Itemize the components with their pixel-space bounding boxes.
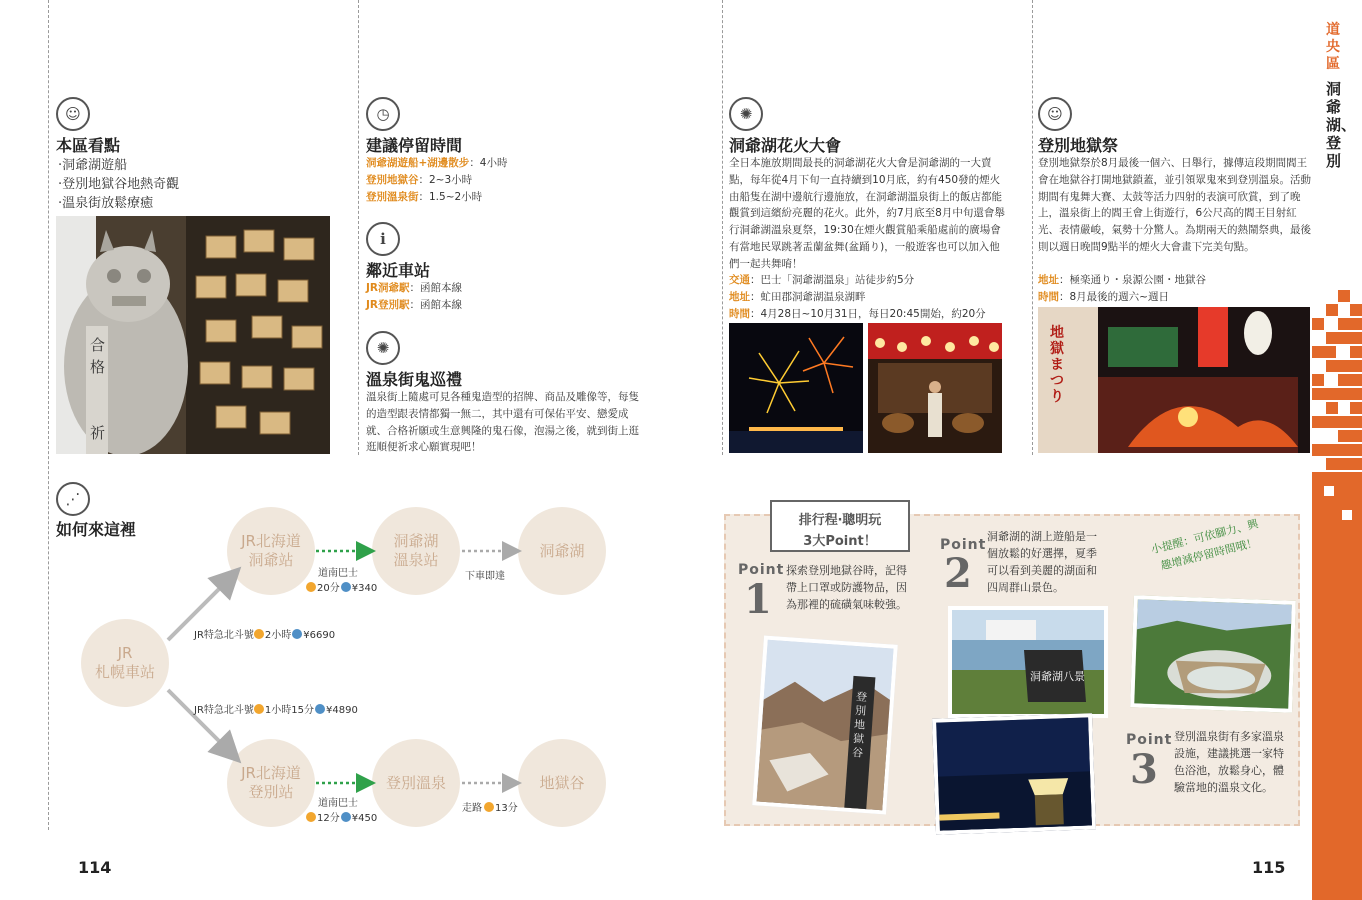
route-icon: ⋰	[56, 482, 90, 516]
point2-text: 洞爺湖的湖上遊船是一個放鬆的好選擇，夏季可以看到美麗的湖面和四周群山景色。	[987, 530, 1097, 594]
pillar-text: 登別地獄谷	[851, 690, 868, 760]
getoff-label: 下車即達	[465, 571, 505, 582]
side-tab	[1312, 0, 1362, 900]
festival-banner-text: 地獄まつり	[1050, 325, 1064, 405]
fare-icon	[341, 582, 351, 592]
hell-festival-photo	[1038, 307, 1310, 453]
time-icon	[306, 812, 316, 822]
attraction-item: ‧洞爺湖遊船	[58, 158, 128, 173]
time-icon	[484, 802, 494, 812]
bus2-label: 道南巴士	[318, 798, 358, 809]
clock-icon: ◷	[366, 97, 400, 131]
point-number: 3	[1130, 746, 1158, 793]
smile-icon: ☺	[1038, 97, 1072, 131]
station-row: JR洞爺駅：函館本線	[366, 282, 462, 294]
tips-header-line2: 3大Point！	[803, 534, 877, 549]
station-sapporo: JR 札幌車站	[81, 619, 169, 707]
station-noboribetsu-onsen: 登別溫泉	[372, 739, 460, 827]
walk-detail: 走路 13分	[462, 803, 518, 814]
station-title: 鄰近車站	[366, 261, 431, 280]
hell-festival-title: 登別地獄祭	[1038, 136, 1119, 155]
attraction-item: ‧溫泉街放鬆療癒	[58, 196, 154, 211]
sparkle-icon: ✺	[729, 97, 763, 131]
fireworks-info: 地址：虻田郡洞爺湖温泉湖畔	[729, 291, 866, 303]
summer-festival-photo	[868, 323, 1002, 453]
fare-icon	[341, 812, 351, 822]
express2-detail: JR特急北斗號 1小時15分 ¥4890	[194, 705, 358, 716]
tips-header	[770, 500, 910, 552]
statue-text: 合	[90, 336, 106, 354]
fireworks-text: 全日本施放期間最長的洞爺湖花火大會是洞爺湖的一大賣點，每年從4月下旬一直持續到10月底，約有450發的煙火由船隻在湖中邊航行邊施放，在洞爺湖溫泉街上的飯店都能觀賞到這繽紛亮麗的花火。此外，約7月底至8月中旬還會舉行洞爺湖溫泉夏祭，19:30在煙火觀賞船乘船處前的廣場會有當地民眾跳著盂蘭盆舞(盆踊り)，一般遊客也可以加入他們一起共舞唷！	[729, 157, 1005, 270]
time-icon	[254, 704, 264, 714]
station-toya-onsen: 洞爺湖 溫泉站	[372, 507, 460, 595]
access-title: 如何來這裡	[56, 520, 137, 539]
station-toya: JR北海道 洞爺站	[227, 507, 315, 595]
attractions-title: 本區看點	[56, 136, 121, 155]
page-number-left: 114	[78, 858, 112, 877]
point3-text: 登別溫泉街有多家溫泉設施，建議挑選一家特色浴池，放鬆身心，體驗當地的溫泉文化。	[1174, 730, 1284, 794]
fireworks-title: 洞爺湖花火大會	[729, 136, 842, 155]
fireworks-info: 時間：4月28日~10月31日，每日20:45開始，約20分	[729, 308, 986, 320]
pixel-pattern	[1312, 290, 1362, 900]
station-noboribetsu: JR北海道 登別站	[227, 739, 315, 827]
fare-icon	[292, 629, 302, 639]
oni-text: 溫泉街上隨處可見各種鬼造型的招牌、商品及雕像等，每隻的造型跟表情都獨一無二，其中還有可保佑平安、戀愛成就、合格祈願或生意興隆的鬼石像，泡湯之後，就到街上逛逛順便祈求心願實現吧！	[366, 391, 639, 454]
attraction-item: ‧登別地獄谷地熱奇觀	[58, 177, 180, 192]
jigokudani-photo	[752, 636, 898, 815]
point-label: Point	[738, 562, 785, 578]
stay-row: 洞爺湖遊船+湖邊散步：4小時	[366, 157, 508, 169]
tip-note: 小提醒：可依腳力、興趣增減停留時間哦！	[1149, 517, 1260, 573]
side-tab-area: 洞爺湖、登別	[1326, 80, 1357, 170]
sparkle-icon: ✺	[366, 331, 400, 365]
stay-row: 登別溫泉街：1.5~2小時	[366, 191, 483, 203]
statue-text: 祈	[90, 424, 106, 442]
statue-text: 格	[90, 358, 106, 376]
side-tab-region: 道央區	[1326, 22, 1340, 72]
fireworks-info: 交通：巴士「洞爺湖溫泉」站徒步約5分	[729, 274, 915, 286]
point-label: Point	[1126, 732, 1173, 748]
point-label: Point	[940, 537, 987, 553]
page-number-right: 115	[1252, 858, 1286, 877]
hell-festival-info: 時間：8月最後的週六~週日	[1038, 291, 1169, 303]
smile-icon: ☺	[56, 97, 90, 131]
time-icon	[306, 582, 316, 592]
lake-cruise-photo	[948, 606, 1108, 718]
bus1-detail: 20分 ¥340	[306, 579, 377, 594]
night-lake-photo	[932, 713, 1096, 835]
divider	[1032, 0, 1033, 455]
express1-detail: JR特急北斗號 2小時 ¥6690	[194, 630, 336, 641]
fare-icon	[315, 704, 325, 714]
sign-text: 洞爺湖八景	[1030, 670, 1085, 683]
hell-festival-text: 登別地獄祭於8月最後一個六、日舉行，據傳這段期間閻王會在地獄谷打開地獄鎖蓋，並引領眾鬼來到登別溫泉。活動期間有鬼舞大賽、太鼓等活力四射的表演可欣賞，到了晚上，溫泉街上的閻王會上街遊行，6公尺高的閻王目射紅光、表情嚴峻，氣勢十分驚人。為期兩天的熱鬧祭典，最後則以週日晚間9點半的煙火大會畫下完美句點。	[1038, 157, 1311, 253]
bus1-label: 道南巴士	[318, 568, 358, 579]
jigokudani-steam-photo	[1130, 595, 1296, 713]
point-number: 2	[944, 550, 972, 597]
oni-title: 溫泉街鬼巡禮	[366, 370, 463, 389]
tips-header-line1: 排行程‧聰明玩	[798, 513, 882, 528]
destination-toya-lake: 洞爺湖	[518, 507, 606, 595]
stay-row: 登別地獄谷：2~3小時	[366, 174, 473, 186]
point-number: 1	[744, 576, 772, 623]
station-row: JR登別駅：函館本線	[366, 299, 462, 311]
fireworks-photo	[729, 323, 863, 453]
bus2-detail: 12分 ¥450	[306, 809, 377, 824]
info-icon: i	[366, 222, 400, 256]
hell-festival-info: 地址：極楽通り・泉源公園・地獄谷	[1038, 274, 1206, 286]
divider	[722, 0, 723, 455]
time-icon	[254, 629, 264, 639]
point1-text: 探索登別地獄谷時，記得帶上口罩或防護物品，因為那裡的硫磺氣味較強。	[786, 564, 907, 611]
destination-jigokudani: 地獄谷	[518, 739, 606, 827]
stay-title: 建議停留時間	[366, 136, 463, 155]
